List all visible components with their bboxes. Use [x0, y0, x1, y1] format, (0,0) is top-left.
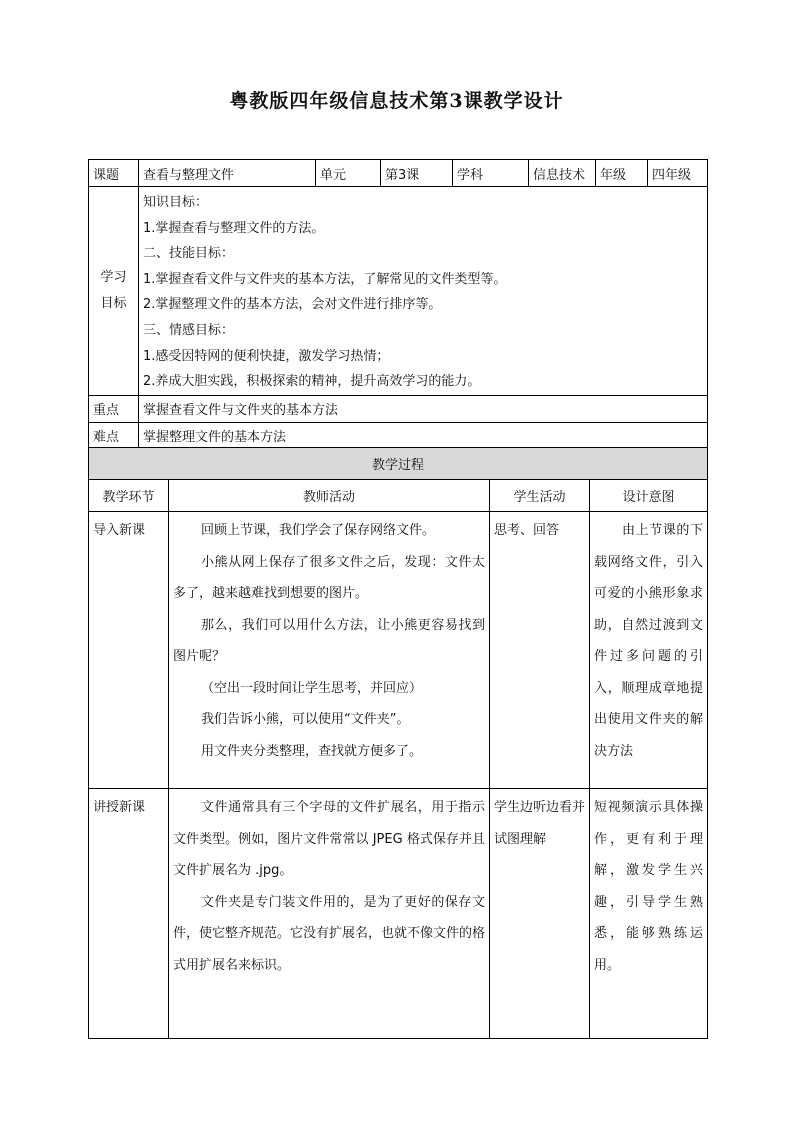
objectives-label-line-2: 目标 [100, 295, 127, 311]
header-stage: 教学环节 [89, 480, 169, 512]
objective-line: 知识目标： [143, 195, 209, 210]
design-intent: 由上节课的下载网络文件，引入可爱的小熊形象求助，自然过渡到文件过多问题的引入，顺理成章地提出使用文件夹的解决方法 [590, 512, 708, 789]
teacher-activity [169, 512, 490, 789]
teacher-paragraph: 回顾上节课，我们学会了保存网络文件。 [201, 523, 436, 538]
process-table [88, 447, 708, 1039]
teacher-paragraph: 文件通常具有三个字母的文件扩展名，用于指示文件类型。例如，图片文件常常以 JPEG 格式保存并且文件扩展名为 .jpg。 [173, 800, 485, 878]
header-intent: 设计意图 [590, 480, 708, 512]
teacher-paragraph: 用文件夹分类整理，查找就方便多了。 [201, 743, 423, 759]
topic-value: 查看与整理文件 [139, 160, 316, 187]
objective-line: 1.掌握查看与整理文件的方法。 [143, 220, 325, 236]
table-row [89, 512, 708, 789]
table-row [89, 789, 708, 1039]
difficulty-label: 难点 [89, 422, 139, 449]
objectives-label [89, 187, 139, 396]
document-title: 粤教版四年级信息技术第3课教学设计 [229, 90, 564, 112]
objectives-label-line-1: 学习 [100, 269, 127, 285]
objective-line: 2.掌握整理文件的基本方法，会对文件进行排序等。 [143, 297, 442, 313]
stage-cell: 讲授新课 [89, 789, 169, 1039]
teacher-paragraph: （空出一段时间让学生思考，并回应） [201, 680, 423, 696]
objective-line: 1.掌握查看文件与文件夹的基本方法，了解常见的文件类型等。 [143, 271, 507, 287]
key-point-text: 掌握查看文件与文件夹的基本方法 [139, 395, 708, 422]
objective-line: 二、技能目标： [143, 246, 235, 262]
teacher-activity [169, 789, 490, 1039]
teacher-paragraph: 文件夹是专门装文件用的，是为了更好的保存文件，使它整齐规范。它没有扩展名，也就不像文件的格式用扩展名来标识。 [173, 894, 486, 973]
header-teacher: 教师活动 [169, 480, 490, 512]
grade-value: 四年级 [648, 160, 708, 187]
info-table [88, 159, 708, 450]
design-intent: 短视频演示具体操作，更有利于理解，激发学生兴趣，引导学生熟悉，能够熟练运用。 [590, 789, 708, 1039]
header-student: 学生活动 [490, 480, 590, 512]
objectives-content [139, 187, 708, 396]
process-band: 教学过程 [89, 448, 708, 480]
unit-value: 第3课 [381, 160, 453, 187]
teacher-paragraph: 那么，我们可以用什么方法，让小熊更容易找到图片呢？ [173, 617, 485, 664]
objective-line: 1.感受因特网的便利快捷，激发学习热情； [143, 348, 390, 364]
stage-cell: 导入新课 [89, 512, 169, 789]
topic-label: 课题 [89, 160, 139, 187]
objective-line: 三、情感目标： [143, 322, 235, 338]
key-point-label: 重点 [89, 395, 139, 422]
teacher-paragraph: 我们告诉小熊，可以使用“文件夹”。 [201, 712, 410, 727]
unit-label: 单元 [316, 160, 381, 187]
student-activity: 思考、回答 [490, 512, 590, 789]
objective-line: 2.养成大胆实践，积极探索的精神，提升高效学习的能力。 [143, 374, 481, 390]
teacher-paragraph: 小熊从网上保存了很多文件之后，发现：文件太多了，越来越难找到想要的图片。 [173, 554, 485, 601]
subject-label: 学科 [453, 160, 529, 187]
difficulty-text: 掌握整理文件的基本方法 [139, 422, 708, 449]
subject-value: 信息技术 [529, 160, 596, 187]
student-activity: 学生边听边看并试图理解 [490, 789, 590, 1039]
grade-label: 年级 [596, 160, 648, 187]
